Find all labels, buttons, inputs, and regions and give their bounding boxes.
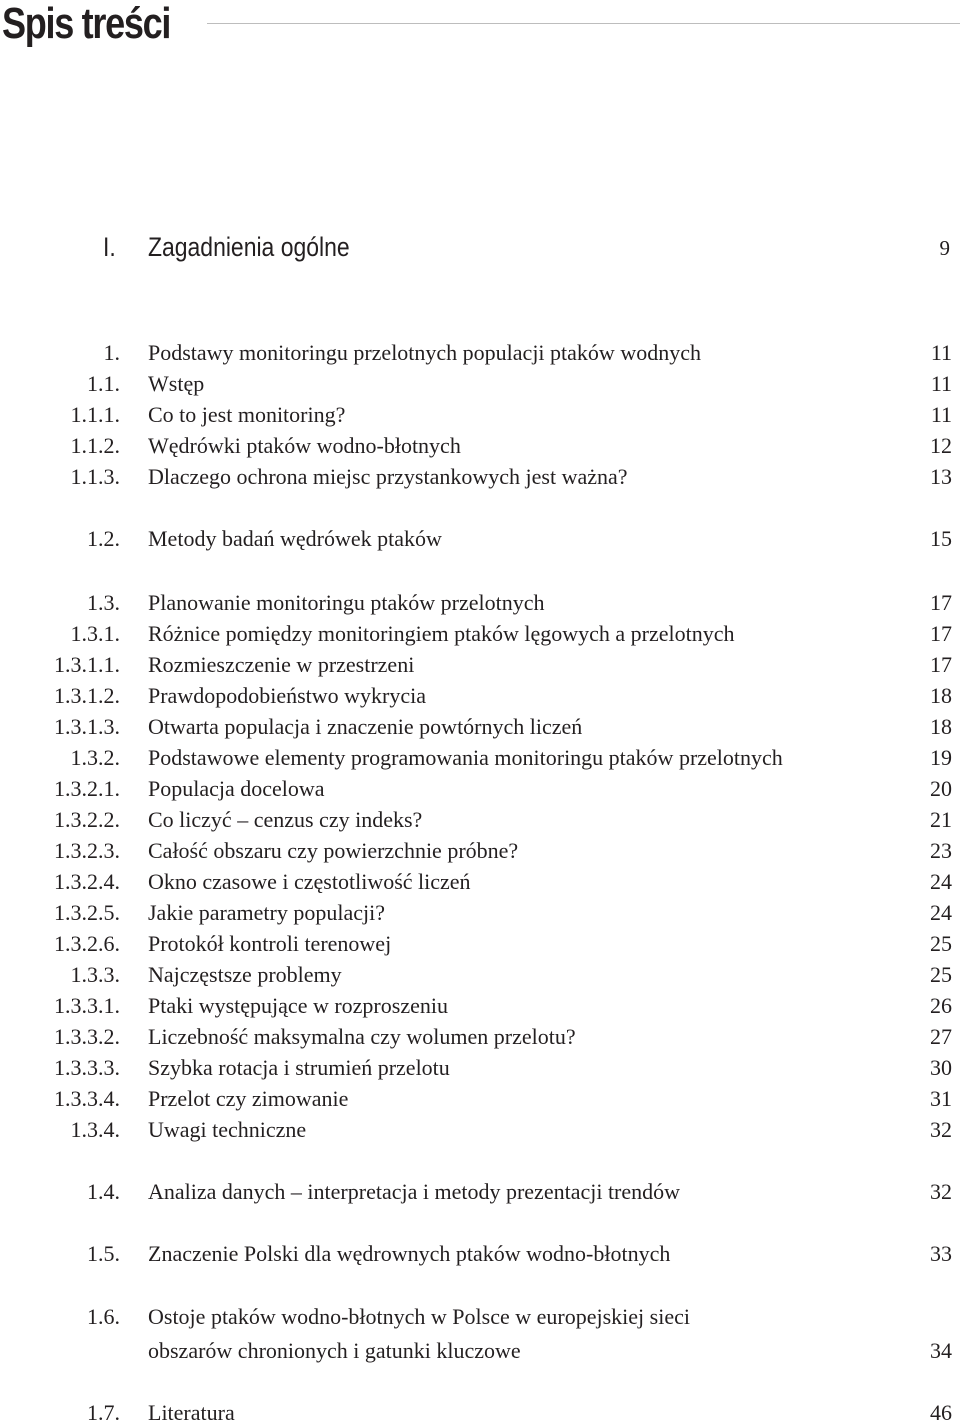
toc-entry-title: Uwagi techniczne <box>148 1117 307 1142</box>
toc-entry-number: 1.3.1.1. <box>54 652 120 677</box>
toc-entry-page: 34 <box>930 1338 952 1363</box>
toc-entry[interactable] <box>0 868 960 896</box>
toc-entry-title: Co liczyć – cenzus czy indeks? <box>148 807 423 832</box>
toc-entry[interactable] <box>0 370 960 398</box>
toc-entry-title: Literatura <box>148 1400 235 1425</box>
toc-entry-number: 1.1.1. <box>70 402 120 427</box>
toc-entry[interactable] <box>0 401 960 429</box>
toc-entry-number: 1.3.2.3. <box>54 838 120 863</box>
toc-entry-page: 27 <box>930 1024 952 1049</box>
toc-entry-title: Ostoje ptaków wodno-błotnych w Polsce w europejskiej sieci <box>148 1304 690 1329</box>
toc-entry-number: 1.3.3. <box>70 962 120 987</box>
toc-entry-title: Prawdopodobieństwo wykrycia <box>148 683 427 708</box>
toc-entry-page: 32 <box>930 1179 952 1204</box>
toc-entry-number: 1.6. <box>87 1304 120 1329</box>
toc-entry[interactable] <box>0 1085 960 1113</box>
toc-entry-title: Analiza danych – interpretacja i metody prezentacji trendów <box>148 1179 681 1204</box>
toc-entry-page: 20 <box>930 776 952 801</box>
toc-entry-number: 1.3.1. <box>70 621 120 646</box>
toc-entry-number: 1.4. <box>87 1179 120 1204</box>
toc-entry-title: Szybka rotacja i strumień przelotu <box>148 1055 450 1080</box>
toc-entry-number: 1.3.1.3. <box>54 714 120 739</box>
toc-entry-number: 1. <box>103 340 120 365</box>
toc-entry-title: Różnice pomiędzy monitoringiem ptaków lęgowych a przelotnych <box>148 621 735 646</box>
toc-entry[interactable] <box>0 1178 960 1206</box>
part-title: Zagadnienia ogólne <box>148 232 350 262</box>
toc-entry[interactable] <box>0 525 960 553</box>
toc-entry-title: Znaczenie Polski dla wędrownych ptaków wodno-błotnych <box>148 1241 671 1266</box>
toc-entry[interactable] <box>0 806 960 834</box>
toc-entry[interactable] <box>0 620 960 648</box>
toc-entry[interactable] <box>0 713 960 741</box>
toc-entry-title: Populacja docelowa <box>148 776 325 801</box>
toc-entry-number: 1.3.3.3. <box>54 1055 120 1080</box>
toc-entry-page: 13 <box>930 464 952 489</box>
toc-entry-page: 25 <box>930 962 952 987</box>
toc-entry[interactable] <box>0 1303 960 1363</box>
toc-entry-title: Okno czasowe i częstotliwość liczeń <box>148 869 471 894</box>
toc-entry-title: Wstęp <box>148 371 205 396</box>
toc-entry-title: Podstawy monitoringu przelotnych populacji ptaków wodnych <box>148 340 701 365</box>
toc-entry[interactable] <box>0 1116 960 1144</box>
part-number: I. <box>103 232 116 262</box>
toc-entry-page: 17 <box>930 652 952 677</box>
toc-entry-number: 1.3.3.2. <box>54 1024 120 1049</box>
toc-entry-page: 11 <box>930 340 952 365</box>
toc-entry[interactable] <box>0 775 960 803</box>
toc-entry[interactable] <box>0 1240 960 1268</box>
toc-entry-title: Liczebność maksymalna czy wolumen przelotu? <box>148 1024 576 1049</box>
toc-entry[interactable] <box>0 432 960 460</box>
toc-entry-number: 1.3.2.5. <box>54 900 120 925</box>
toc-entry[interactable] <box>0 682 960 710</box>
toc-entry-title: Podstawowe elementy programowania monitoringu ptaków przelotnych <box>148 745 783 770</box>
toc-entry[interactable] <box>0 992 960 1020</box>
toc-entry-page: 33 <box>930 1241 952 1266</box>
toc-entry[interactable] <box>0 651 960 679</box>
toc-entry-title: Jakie parametry populacji? <box>148 900 386 925</box>
toc-entry[interactable] <box>0 1054 960 1082</box>
toc-entry-title: Otwarta populacja i znaczenie powtórnych liczeń <box>148 714 583 739</box>
toc-entry-page: 26 <box>930 993 952 1018</box>
toc-entry-number: 1.7. <box>87 1400 120 1425</box>
toc-entry[interactable] <box>0 463 960 491</box>
toc-entry-title: Przelot czy zimowanie <box>148 1086 349 1111</box>
toc-entry-title: Planowanie monitoringu ptaków przelotnych <box>148 590 545 615</box>
toc-entry-number: 1.3.3.4. <box>54 1086 120 1111</box>
toc-entry[interactable] <box>0 589 960 617</box>
toc-entry[interactable] <box>0 1399 960 1427</box>
toc-entry-title: Metody badań wędrówek ptaków <box>148 526 442 551</box>
toc-entry-page: 19 <box>930 745 952 770</box>
toc-entry-page: 17 <box>930 590 952 615</box>
toc-entry-page: 24 <box>930 900 952 925</box>
toc-entry-number: 1.2. <box>87 526 120 551</box>
toc-entry-page: 30 <box>930 1055 952 1080</box>
toc-entry[interactable] <box>0 837 960 865</box>
toc-entry-number: 1.3.2.1. <box>54 776 120 801</box>
toc-entry-number: 1.3.2.2. <box>54 807 120 832</box>
toc-entry-number: 1.1.3. <box>70 464 120 489</box>
page-title: Spis treści <box>2 0 171 48</box>
toc-entry-page: 18 <box>930 714 952 739</box>
toc-entry-title: Rozmieszczenie w przestrzeni <box>148 652 415 677</box>
toc-entry-title: Co to jest monitoring? <box>148 402 346 427</box>
toc-entry-number: 1.3.4. <box>70 1117 120 1142</box>
toc-entry-page: 17 <box>930 621 952 646</box>
toc-entry-number: 1.3.2. <box>70 745 120 770</box>
toc-entry-number: 1.1. <box>87 371 120 396</box>
toc-entry-page: 15 <box>930 526 952 551</box>
toc-entry-page: 18 <box>930 683 952 708</box>
toc-entry[interactable] <box>0 961 960 989</box>
toc-entry-page: 11 <box>930 371 952 396</box>
toc-entry[interactable] <box>0 930 960 958</box>
toc-entry-title: Protokół kontroli terenowej <box>148 931 392 956</box>
toc-entry-title: Najczęstsze problemy <box>148 962 342 987</box>
toc-entry-page: 12 <box>930 433 952 458</box>
toc-entry-page: 11 <box>930 402 952 427</box>
toc-entry[interactable] <box>0 1023 960 1051</box>
toc-entry-title: Dlaczego ochrona miejsc przystankowych jest ważna? <box>148 464 628 489</box>
toc-entry-page: 23 <box>930 838 952 863</box>
toc-entry-number: 1.3.2.6. <box>54 931 120 956</box>
toc-entry-number: 1.3. <box>87 590 120 615</box>
toc-entry-page: 32 <box>930 1117 952 1142</box>
part-page-number: 9 <box>939 236 950 260</box>
toc-entry-page: 31 <box>930 1086 952 1111</box>
toc-entry-title: Wędrówki ptaków wodno-błotnych <box>148 433 461 458</box>
toc-entry-title-continued: obszarów chronionych i gatunki kluczowe <box>148 1338 521 1363</box>
toc-entry[interactable] <box>0 339 960 367</box>
toc-entry[interactable] <box>0 899 960 927</box>
toc-entry-page: 25 <box>930 931 952 956</box>
toc-entry[interactable] <box>0 744 960 772</box>
toc-entry-number: 1.3.2.4. <box>54 869 120 894</box>
title-rule <box>207 23 960 24</box>
toc-entry-title: Ptaki występujące w rozproszeniu <box>148 993 448 1018</box>
toc-entry-page: 21 <box>930 807 952 832</box>
toc-entry-number: 1.5. <box>87 1241 120 1266</box>
toc-entry-title: Całość obszaru czy powierzchnie próbne? <box>148 838 519 863</box>
toc-entry-number: 1.1.2. <box>70 433 120 458</box>
toc-entry-page: 46 <box>930 1400 952 1425</box>
toc-entry-number: 1.3.1.2. <box>54 683 120 708</box>
toc-entry-page: 24 <box>930 869 952 894</box>
toc-entry-number: 1.3.3.1. <box>54 993 120 1018</box>
